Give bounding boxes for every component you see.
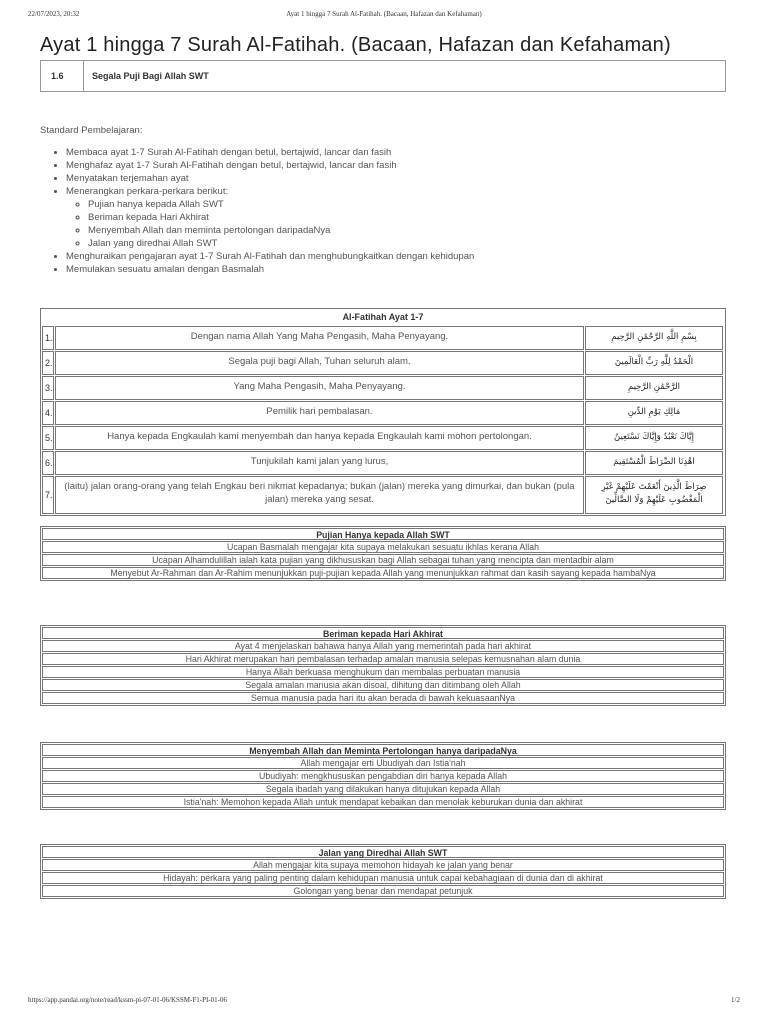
topic-table-menyembah [40, 742, 726, 810]
section-header [40, 60, 726, 92]
standard-subitem: ◦ Jalan yang diredhai Allah SWT [88, 237, 756, 250]
topic-heading: Jalan yang Diredhai Allah SWT [42, 846, 724, 858]
verse-arabic: مَالِكِ يَوْمِ الدِّينِ [585, 401, 723, 425]
section-number: 1.6 [41, 61, 84, 91]
fatihah-row [42, 401, 724, 425]
verse-arabic: صِرَاطَ الَّذِينَ أَنْعَمْتَ عَلَيْهِمْ غَيْرِ الْمَغْضُوبِ عَلَيْهِمْ وَلَا الضَّالِّينَ [585, 476, 723, 514]
verse-translation: Segala puji bagi Allah, Tuhan seluruh alam. [55, 351, 584, 375]
verse-arabic: الرَّحْمَٰنِ الرَّحِيمِ [585, 376, 723, 400]
standards-list [40, 146, 756, 276]
standard-item: • Menyatakan terjemahan ayat [66, 172, 756, 185]
verse-translation: Yang Maha Pengasih, Maha Penyayang. [55, 376, 584, 400]
topic-row: Segala ibadah yang dilakukan hanya ditujukan kepada Allah [42, 783, 724, 795]
print-footer [28, 996, 740, 1010]
topic-row: Semua manusia pada hari itu akan berada di bawah kekuasaanNya [42, 692, 724, 704]
fatihah-row [42, 451, 724, 475]
verse-translation: (laitu) jalan orang-orang yang telah Engkau beri nikmat kepadanya; bukan (jalan) mereka yang dimurkai, dan bukan (pula jalan) mereka yang sesat. [55, 476, 584, 514]
verse-translation: Tunjukilah kami jalan yang lurus, [55, 451, 584, 475]
page-title: Ayat 1 hingga 7 Surah Al-Fatihah. (Bacaan, Hafazan dan Kefahaman) [40, 34, 671, 56]
standards-sublist [66, 198, 756, 250]
verse-number: 5. [42, 426, 54, 450]
standard-item: • Menghuraikan pengajaran ayat 1-7 Surah Al-Fatihah dan menghubungkaitkan dengan kehidupan [66, 250, 756, 263]
standard-item: • Memulakan sesuatu amalan dengan Basmalah [66, 263, 756, 276]
print-doc-title: Ayat 1 hingga 7 Surah Al-Fatihah. (Bacaan, Hafazan dan Kefahaman) [286, 10, 482, 18]
topic-table-pujian [40, 526, 726, 581]
print-url-link[interactable]: https://app.pandai.org/note/read/kssm-pi-07-01-06/KSSM-F1-PI-01-06 [28, 996, 227, 1004]
fatihah-table [40, 308, 726, 516]
fatihah-table-heading: Al-Fatihah Ayat 1-7 [342, 312, 424, 322]
page-number: 1/2 [731, 996, 740, 1004]
fatihah-row [42, 351, 724, 375]
topic-table-hari-akhirat [40, 625, 726, 706]
topic-row: Hanya Allah berkuasa menghukum dan membalas perbuatan manusia [42, 666, 724, 678]
topic-heading: Menyembah Allah dan Meminta Pertolongan hanya daripadaNya [42, 744, 724, 756]
topic-row: Ayat 4 menjelaskan bahawa hanya Allah yang memerintah pada hari akhirat [42, 640, 724, 652]
topic-row: Istia'nah: Memohon kepada Allah untuk mendapat kebaikan dan menolak keburukan dunia dan akhirat [42, 796, 724, 808]
section-title: Segala Puji Bagi Allah SWT [92, 71, 209, 81]
verse-arabic: الْحَمْدُ لِلَّهِ رَبِّ الْعَالَمِينَ [585, 351, 723, 375]
verse-number: 3. [42, 376, 54, 400]
verse-number: 1. [42, 326, 54, 350]
standards-heading: Standard Pembelajaran: [40, 125, 143, 136]
print-header [28, 10, 740, 24]
verse-number: 2. [42, 351, 54, 375]
topic-heading: Beriman kepada Hari Akhirat [42, 627, 724, 639]
standard-subitem: ◦ Beriman kepada Hari Akhirat [88, 211, 756, 224]
topic-row: Hidayah: perkara yang paling penting dalam kehidupan manusia untuk capai kebahagiaan di dunia dan di akhirat [42, 872, 724, 884]
topic-row: Segala amalan manusia akan disoal, dihitung dan ditimbang oleh Allah [42, 679, 724, 691]
verse-translation: Pemilik hari pembalasan. [55, 401, 584, 425]
verse-arabic: بِسْمِ اللَّهِ الرَّحْمَٰنِ الرَّحِيمِ [585, 326, 723, 350]
verse-translation: Dengan nama Allah Yang Maha Pengasih, Maha Penyayang. [55, 326, 584, 350]
verse-number: 6. [42, 451, 54, 475]
topic-table-jalan [40, 844, 726, 899]
fatihah-row [42, 476, 724, 514]
standard-item: • Membaca ayat 1-7 Surah Al-Fatihah dengan betul, bertajwid, lancar dan fasih [66, 146, 756, 159]
standard-item: • Menghafaz ayat 1-7 Surah Al-Fatihah dengan betul, bertajwid, lancar dan fasih [66, 159, 756, 172]
verse-arabic: إِيَّاكَ نَعْبُدُ وَإِيَّاكَ نَسْتَعِينُ [585, 426, 723, 450]
topic-row: Hari Akhirat merupakan hari pembalasan terhadap amalan manusia selepas kemusnahan alam dunia [42, 653, 724, 665]
topic-row: Ubudiyah: mengkhususkan pengabdian diri hanya kepada Allah [42, 770, 724, 782]
standard-subitem: ◦ Pujian hanya kepada Allah SWT [88, 198, 756, 211]
topic-row: Allah mengajar erti Ubudiyah dan Istia'nah [42, 757, 724, 769]
topic-heading: Pujian Hanya kepada Allah SWT [42, 528, 724, 540]
topic-row: Golongan yang benar dan mendapat petunjuk [42, 885, 724, 897]
verse-number: 7. [42, 476, 54, 514]
topic-row: Allah mengajar kita supaya memohon hidayah ke jalan yang benar [42, 859, 724, 871]
standard-item-label: Menerangkan perkara-perkara berikut: [66, 186, 229, 197]
fatihah-row [42, 376, 724, 400]
verse-number: 4. [42, 401, 54, 425]
fatihah-row [42, 426, 724, 450]
fatihah-row [42, 326, 724, 350]
verse-arabic: اهْدِنَا الصِّرَاطَ الْمُسْتَقِيمَ [585, 451, 723, 475]
verse-translation: Hanya kepada Engkaulah kami menyembah dan hanya kepada Engkaulah kami mohon pertolongan. [55, 426, 584, 450]
standard-subitem: ◦ Menyembah Allah dan meminta pertolongan daripadaNya [88, 224, 756, 237]
topic-row: Ucapan Alhamdulillah ialah kata pujian yang dikhususkan bagi Allah sebagai tuhan yang mencipta dan mentadbir alam [42, 554, 724, 566]
topic-row: Menyebut Ar-Rahman dan Ar-Rahim menunjukkan puji-pujian kepada Allah yang menunjukkan rahmat dan kasih sayang kepada hambaNya [42, 567, 724, 579]
print-datetime: 22/07/2023, 20:32 [28, 10, 80, 18]
topic-row: Ucapan Basmalah mengajar kita supaya melakukan sesuatu ikhlas kerana Allah [42, 541, 724, 553]
standard-item [66, 185, 756, 250]
